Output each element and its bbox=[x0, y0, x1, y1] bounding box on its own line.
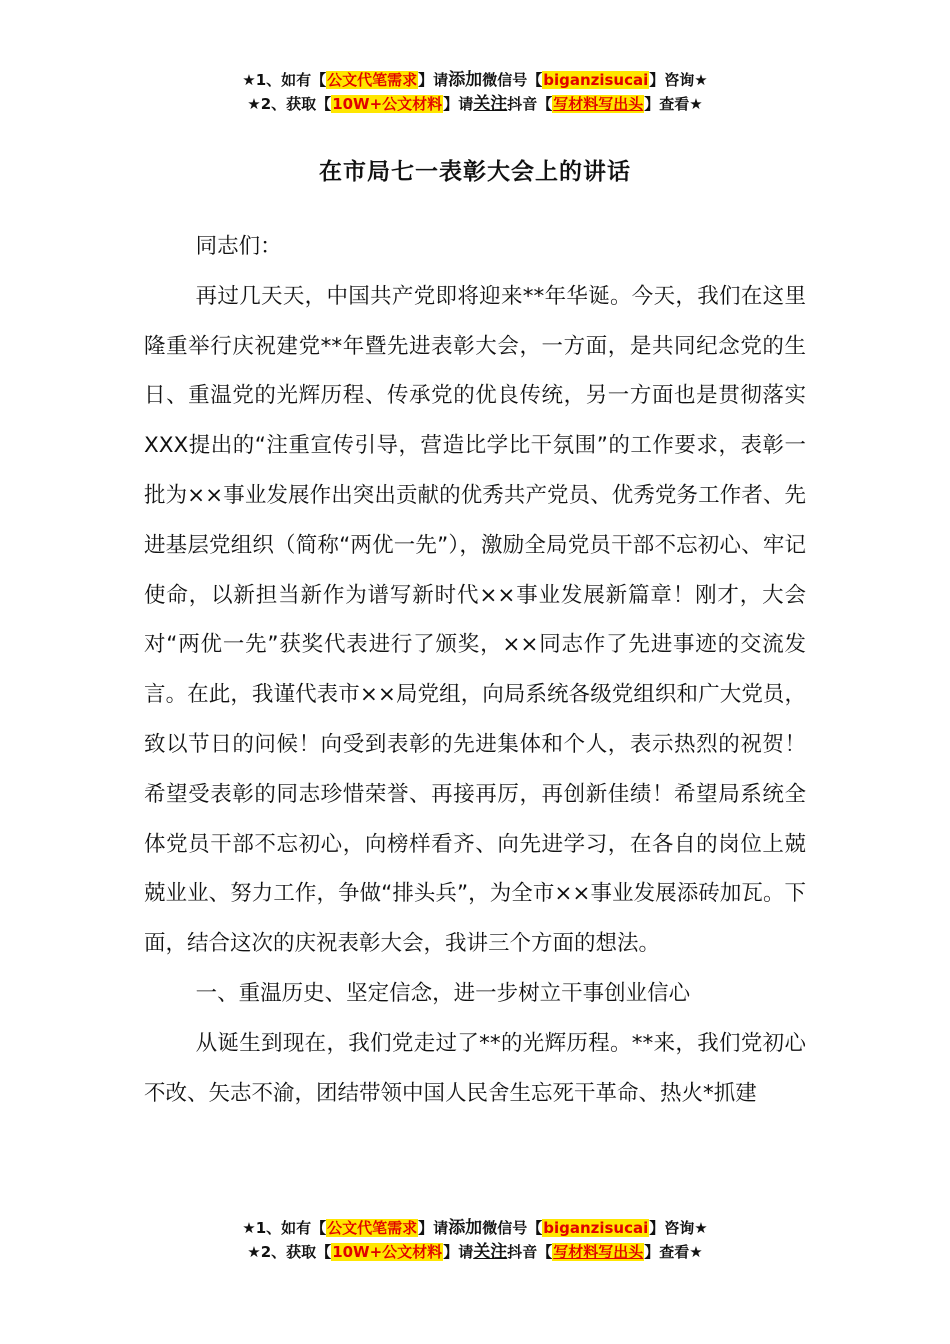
banner-text: ★2、获取【 bbox=[247, 95, 332, 113]
banner-text: 】咨询★ bbox=[649, 1219, 708, 1237]
banner-text: 】查看★ bbox=[644, 95, 703, 113]
banner-emphasis: 添加 bbox=[448, 1218, 483, 1238]
paragraph: 从诞生到现在，我们党走过了**的光辉历程。**来，我们党初心不改、矢志不渝，团结带领中国人民舍生忘死干革命、热火*抓建 bbox=[144, 1030, 806, 1106]
banner-text: 】请 bbox=[443, 95, 474, 113]
banner-emphasis: 关注 bbox=[473, 94, 508, 114]
section-heading: 一、重温历史、坚定信念，进一步树立干事创业信心 bbox=[195, 980, 691, 1006]
footer-banner bbox=[0, 1216, 950, 1264]
banner-text: 抖音【 bbox=[507, 95, 553, 113]
banner-text: ★2、获取【 bbox=[247, 1243, 332, 1261]
highlight-douyin: 写材料写出头 bbox=[553, 1243, 644, 1261]
banner-text: ★1、如有【 bbox=[242, 71, 327, 89]
banner-text: ★1、如有【 bbox=[242, 1219, 327, 1237]
highlight-service: 公文代笔需求 bbox=[327, 71, 418, 89]
banner-emphasis: 关注 bbox=[473, 1242, 508, 1262]
banner-line-1 bbox=[0, 1216, 950, 1240]
highlight-douyin: 写材料写出头 bbox=[553, 95, 644, 113]
banner-line-2 bbox=[0, 92, 950, 116]
banner-text: 】请 bbox=[418, 71, 449, 89]
banner-text: 】咨询★ bbox=[649, 71, 708, 89]
banner-line-2 bbox=[0, 1240, 950, 1264]
banner-emphasis: 添加 bbox=[448, 70, 483, 90]
banner-line-1 bbox=[0, 68, 950, 92]
banner-text: 】请 bbox=[418, 1219, 449, 1237]
paragraph: 再过几天天，中国共产党即将迎来**年华诞。今天，我们在这里隆重举行庆祝建党**年暨先进表彰大会，一方面，是共同纪念党的生日、重温党的光辉历程、传承党的优良传统，另一方面也是贯彻落实XXX提出的“注重宣传引导，营造比学比干氛围”的工作要求，表彰一批为××事业发展作出突出贡献的优秀共产党员、优秀党务工作者、先进基层党组织（简称“两优一先”），激励全局党员干部不忘初心、牢记使命，以新担当新作为谱写新时代××事业发展新篇章！刚才，大会对“两优一先”获奖代表进行了颁奖，××同志作了先进事迹的交流发言。在此，我谨代表市××局党组，向局系统各级党组织和广大党员，致以节日的问候！向受到表彰的先进集体和个人，表示热烈的祝贺！希望受表彰的同志珍惜荣誉、再接再厉，再创新佳绩！希望局系统全体党员干部不忘初心，向榜样看齐、向先进学习，在各自的岗位上兢兢业业、努力工作，争做“排头兵”，为全市××事业发展添砖加瓦。下面，结合这次的庆祝表彰大会，我讲三个方面的想法。 bbox=[144, 283, 806, 957]
highlight-wechat-id: biganzisucai bbox=[543, 71, 649, 89]
banner-text: 微信号【 bbox=[482, 1219, 543, 1237]
highlight-materials: 10W+公文材料 bbox=[332, 1243, 443, 1261]
highlight-wechat-id: biganzisucai bbox=[543, 1219, 649, 1237]
highlight-materials: 10W+公文材料 bbox=[332, 95, 443, 113]
banner-text: 】请 bbox=[443, 1243, 474, 1261]
banner-text: 】查看★ bbox=[644, 1243, 703, 1261]
header-banner bbox=[0, 68, 950, 116]
banner-text: 微信号【 bbox=[482, 71, 543, 89]
document-title: 在市局七一表彰大会上的讲话 bbox=[319, 159, 631, 185]
document-body bbox=[144, 222, 806, 1118]
banner-text: 抖音【 bbox=[507, 1243, 553, 1261]
salutation: 同志们： bbox=[195, 234, 282, 259]
highlight-service: 公文代笔需求 bbox=[327, 1219, 418, 1237]
